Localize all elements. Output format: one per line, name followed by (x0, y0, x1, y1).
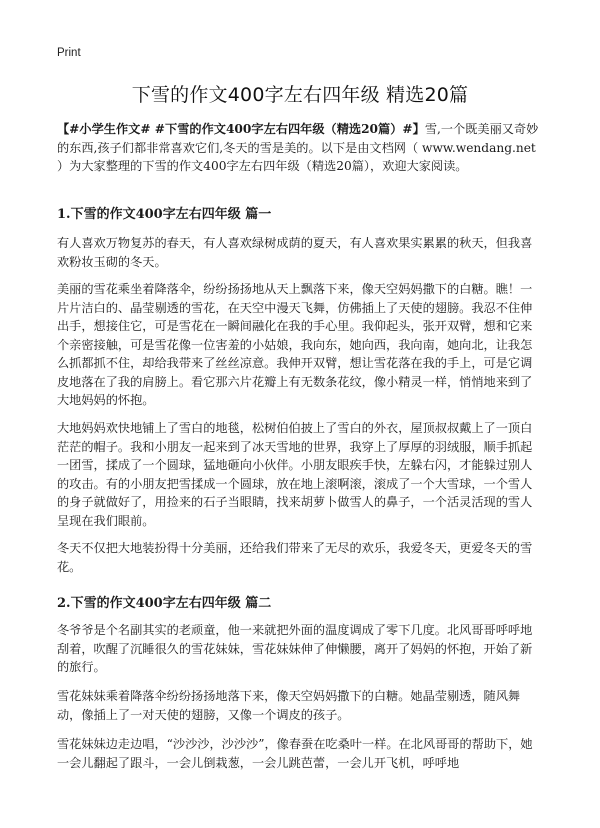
paragraph-text: 雪花妹妹边走边唱，“沙沙沙，沙沙沙”，像春蚕在吃桑叶一样。在北风哥哥的帮助下，她一会儿翻起了跟斗，一会儿倒栽葱，一会儿跳芭蕾，一会儿开飞机，呼呼地 (57, 737, 533, 770)
section-heading-1: 1.下雪的作文400字左右四年级 篇一 (57, 207, 272, 222)
paragraph (57, 735, 544, 772)
paragraph-text: 雪花妹妹乘着降落伞纷纷扬扬地落下来，像天空妈妈撒下的白糖。她晶莹剔透，随风舞动，像插上了一对天使的翅膀，又像一个调皮的孩子。 (57, 689, 521, 722)
page-title: 下雪的作文400字左右四年级 精选20篇 (131, 84, 469, 106)
section-heading-2: 2.下雪的作文400字左右四年级 篇二 (57, 596, 272, 611)
intro-lead: 【#小学生作文# #下雪的作文400字左右四年级（精选20篇）#】 (57, 122, 425, 136)
paragraph (57, 539, 544, 576)
paragraph-text: 冬天不仅把大地装扮得十分美丽，还给我们带来了无尽的欢乐，我爱冬天，更爱冬天的雪花。 (57, 541, 533, 574)
paragraph-text: 有人喜欢万物复苏的春天，有人喜欢绿树成荫的夏天，有人喜欢果实累累的秋天，但我喜欢粉妆玉砌的冬天。 (57, 236, 533, 269)
intro-text: 雪,一个既美丽又奇妙的东西,孩子们都非常喜欢它们,冬天的雪是美的。以下是由文档网（ www.wendang.net ）为大家整理的下雪的作文400字左右四年级（精选20篇），欢迎大家阅读。 (57, 122, 539, 173)
paragraph (57, 280, 544, 410)
paragraph (57, 621, 544, 677)
paragraph (57, 687, 544, 724)
intro-paragraph (57, 120, 544, 176)
print-label[interactable]: Print (57, 47, 81, 59)
paragraph-text: 冬爷爷是个名副其实的老顽童，他一来就把外面的温度调成了零下几度。北风哥哥呼呼地刮着，吹醒了沉睡很久的雪花妹妹，雪花妹妹伸了伸懒腰，离开了妈妈的怀抱，开始了新的旅行。 (57, 623, 533, 674)
paragraph-text: 美丽的雪花乘坐着降落伞，纷纷扬扬地从天上飘落下来，像天空妈妈撒下的白糖。瞧！一片片洁白的、晶莹剔透的雪花，在天空中漫天飞舞，仿佛插上了天使的翅膀。我忍不住伸出手，想接住它，可是雪花在一瞬间融化在我的手心里。我仰起头，张开双臂，想和它来个亲密接触，可是雪花像一位害羞的小姑娘，我向东，她向西，我向南，她向北，让我怎么抓都抓不住，却给我带来了丝丝凉意。我伸开双臂，想让雪花落在我的手上，可是它调皮地落在了我的肩膀上。看它那六片花瓣上有无数条花纹，像小精灵一样，悄悄地来到了大地妈妈的怀抱。 (57, 282, 533, 407)
paragraph (57, 419, 544, 530)
paragraph-text: 大地妈妈欢快地铺上了雪白的地毯，松树伯伯披上了雪白的外衣，屋顶叔叔戴上了一顶白茫茫的帽子。我和小朋友一起来到了冰天雪地的世界，我穿上了厚厚的羽绒服，顺手抓起一团雪，揉成了一个圆球，猛地砸向小伙伴。小朋友眼疾手快，左躲右闪，才能躲过别人的攻击。有的小朋友把雪揉成一个圆球，放在地上滚啊滚，滚成了一个大雪球，一个雪人的身子就做好了，用捡来的石子当眼睛，找来胡萝卜做雪人的鼻子，一个活灵活现的雪人呈现在我们眼前。 (57, 421, 533, 528)
paragraph (57, 234, 544, 271)
